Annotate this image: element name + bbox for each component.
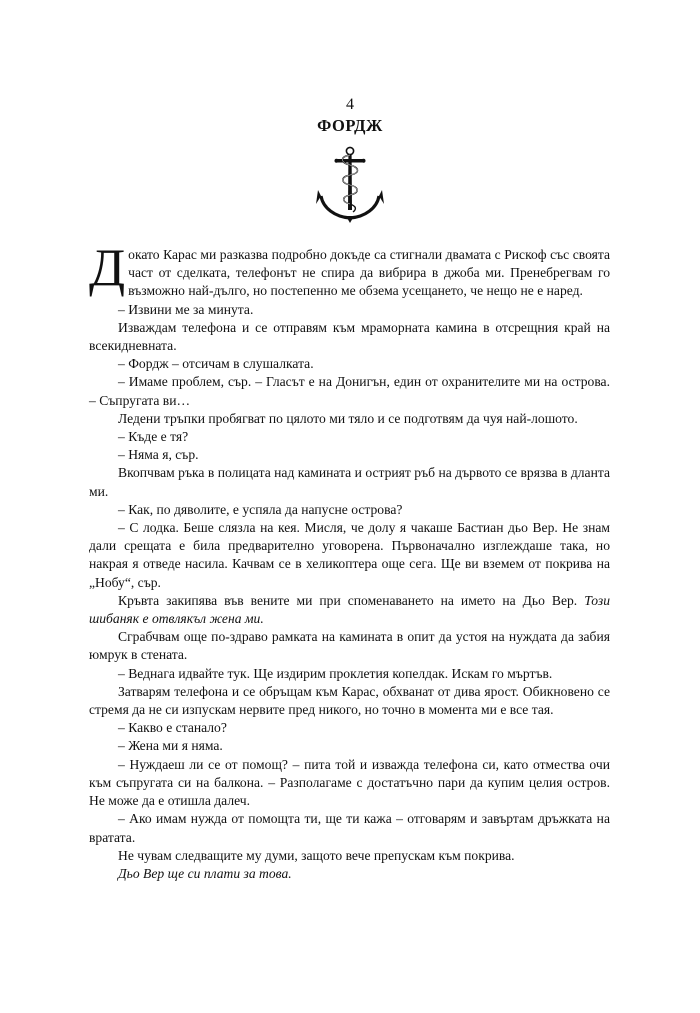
paragraph: Затварям телефона и се обръщам към Карас, обхванат от дива ярост. Обикновено се стремя да не си изпускам нервите пред никого, но точно в момента ми е все тая. [89, 683, 610, 718]
paragraph: – Фордж – отсичам в слушалката. [118, 356, 314, 372]
paragraph: – Жена ми я няма. [118, 738, 223, 754]
paragraph-text: Кръвта закипява във вените ми при споменаването на името на Дьо Вер. [118, 592, 585, 608]
paragraph [89, 592, 610, 628]
paragraph: Не чувам следващите му думи, защото вече препускам към покрива. [118, 847, 515, 863]
chapter-heading [0, 95, 700, 137]
italic-thought: Този шибаняк е отвлякъл жена ми. [89, 592, 610, 627]
paragraph: Вкопчвам ръка в полицата над камината и острият ръб на дървото се врязва в дланта ми. [89, 465, 610, 499]
opening-paragraph [89, 239, 610, 301]
paragraph: Сграбчвам още по-здраво рамката на камината в опит да устоя на нуждата да забия юмрук в стената. [89, 629, 610, 663]
paragraph-text: окато Карас ми разказва подробно докъде са стигнали двамата с Рискоф със своята част от сделката, телефонът не спира да вибрира в джоба ми. Пренебрегвам го възможно най-дълго, но постепенно ме обзема усещането, че нещо не е наред. [128, 247, 610, 299]
paragraph: – Нуждаеш ли се от помощ? – пита той и изважда телефона си, като отмества очи към съпругата си на балкона. – Разполагаме с достатъчно пари да купим целия остров. Не може да е отишла далеч. [89, 756, 610, 809]
paragraph: – Веднага идвайте тук. Ще издирим проклетия копелдак. Искам го мъртъв. [118, 665, 553, 681]
paragraph: – Къде е тя? [118, 429, 189, 445]
paragraph: – Какво е станало? [118, 720, 227, 736]
paragraph: – Как, по дяволите, е успяла да напусне острова? [118, 501, 403, 517]
paragraph: Изваждам телефона и се отправям към мраморната камина в отсрещния край на всекидневната. [89, 319, 610, 354]
paragraph: – С лодка. Беше слязла на кея. Мисля, че долу я чакаше Бастиан дьо Вер. Не знам дали срещата е била предварително уговорена. Първоначално изглеждаше така, но накрая я отведе насила. Качвам се в хеликоптера още сега. Ще ви вземем от покрива на „Нобу“, сър. [89, 520, 610, 590]
anchor-with-rope-icon [315, 146, 385, 224]
chapter-number: 4 [346, 96, 354, 113]
paragraph: – Имаме проблем, сър. – Гласът е на Донигън, един от охранителите ми на острова. – Съпругата ви… [89, 374, 610, 408]
chapter-body [89, 239, 610, 883]
paragraph: – Извини ме за минута. [118, 301, 254, 317]
drop-cap-letter: Д [89, 239, 126, 297]
closing-italic-paragraph: Дьо Вер ще си плати за това. [118, 865, 292, 881]
paragraph: – Ако имам нужда от помощта ти, ще ти кажа – отговарям и завъртам дръжката на вратата. [89, 811, 610, 845]
paragraph: – Няма я, сър. [118, 447, 199, 463]
chapter-title: ФОРДЖ [317, 116, 383, 135]
paragraph: Ледени тръпки пробягват по цялото ми тяло и се подготвям да чуя най-лошото. [118, 410, 578, 426]
